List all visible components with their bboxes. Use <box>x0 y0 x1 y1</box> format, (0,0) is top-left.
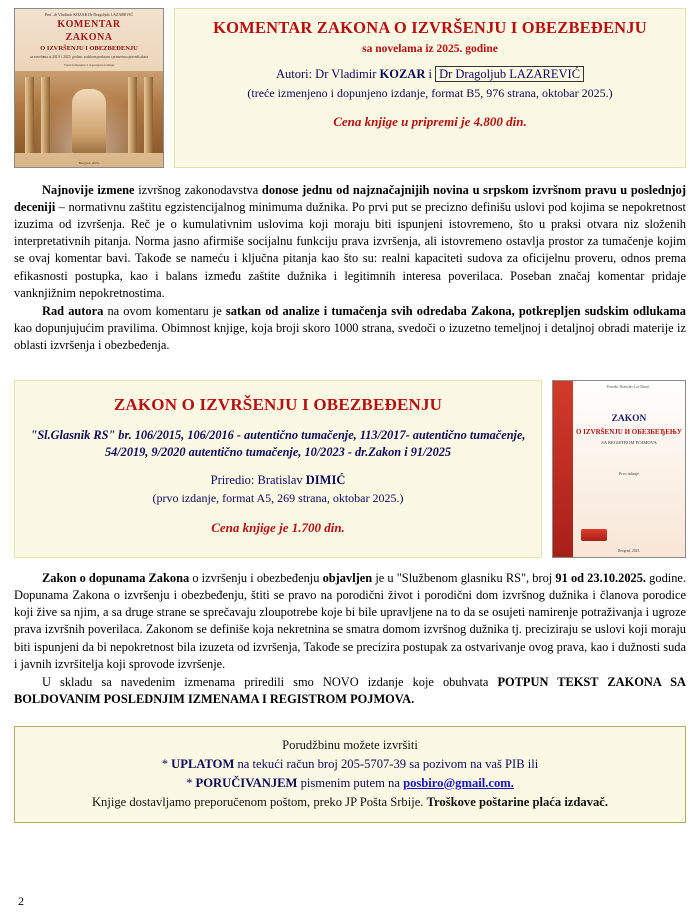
book1-authors-prefix: Autori: Dr Vladimir <box>275 66 380 81</box>
p4-a: U skladu sa navedenim izmenama priredili smo NOVO izdanje koje obuhvata <box>42 674 498 689</box>
order-line-mail <box>25 774 675 793</box>
p3-c: objavljen <box>322 571 373 586</box>
book2-editor-prefix: Priredio: Bratislav <box>210 472 306 487</box>
book2-title: ZAKON O IZVRŠENJU I OBEZBEĐENJU <box>113 395 443 415</box>
book2-edition: (prvo izdanje, format A5, 269 strana, oktobar 2025.) <box>152 490 404 505</box>
paragraph-3 <box>14 570 686 673</box>
book1-price: Cena knjige u pripremi je 4.800 din. <box>333 113 527 129</box>
p2-lead: Rad autora <box>42 303 104 318</box>
book2-description <box>14 570 686 708</box>
justice-statue-icon <box>72 89 106 153</box>
book2-source-highlight: 91/2025 <box>410 445 452 460</box>
book2-cover-title: ZAKON <box>611 413 647 424</box>
book1-cover-image <box>14 8 164 168</box>
paragraph-2 <box>14 303 686 354</box>
p3-f: godine. Dopunama Zakona o izvršenju i obezbeđenju, štiti se pravo na porodični život i porodični dom izvršnog dužnika i članova porodice koji žive sa njim, a sa druge strane se sprečavaju zloupotrebe koje bi bile upravljene na to da se osujeti namirenje potraživanja i ugroze prava izvršnih poverilaca. Zakonom se definiše koja nekretnina se smatra domom izvršnog dužnika tj. preciziraju se uslovi koji moraju biti ispunjeni da bi nepokretnost bila izuzeta od izvršenja, Takođe se precizira postupak za ostvarivanje ovog prava, kao i dužnosti suda i javnih izvršitelja koji sprovode izvršenje. <box>14 571 686 671</box>
book2-cover-spine <box>553 381 573 557</box>
book1-cover-title2: ZAKONA <box>65 31 113 43</box>
book1-cover-footer: Beograd, 2025. <box>78 161 100 165</box>
order-info-box <box>14 726 686 823</box>
p3-e: 91 od 23.10.2025. <box>555 571 647 586</box>
book2-info-panel <box>14 380 542 558</box>
book2-cover-image <box>552 380 686 558</box>
book1-info-panel <box>174 8 686 168</box>
book1-authors-mid: i <box>425 66 436 81</box>
p4-b: POTPUN TEKST ZAKONA SA BOLDOVANIM POSLEDNJIM IZMENAMA I REGISTROM POJMOVA. <box>14 674 686 706</box>
order-shipping-note: Troškove poštarine plaća izdavač. <box>426 794 609 809</box>
p2-d: kao dopunjujućim pravilima. Obimnost knjige, koja broji skoro 1000 strana, svedoči o izuzetno temeljnoj i detaljnoj obradi materije iz oblasti izvršenja i obezbeđenja. <box>14 320 686 352</box>
book2-cover-mid: Prvo izdanje <box>618 470 640 476</box>
p2-c: satkan od analize i tumačenja svih odredaba Zakona, potkrepljen sudskim odlukama <box>225 303 686 318</box>
paragraph-4 <box>14 674 686 708</box>
book2-cover-editor: Priredio: Bratislav Lav Dimić <box>606 385 650 390</box>
book2-source <box>25 427 531 461</box>
book2-promo-block <box>14 380 686 558</box>
order-mail-label: PORUČIVANJEM <box>195 775 298 790</box>
p3-b: o izvršenju i obezbeđenju <box>189 571 323 586</box>
book1-cover-edition: Treće izmenjeno i dopunjeno izdanje <box>63 63 115 68</box>
order-payment-rest: na tekući račun broj 205-5707-39 sa pozivom na vaš PIB ili <box>234 756 539 771</box>
book2-cover-subtitle: O IZVRŠENJU И ОБЕЗБЕЂЕЊУ <box>575 428 683 437</box>
book1-edition: (treće izmenjeno i dopunjeno izdanje, format B5, 976 strana, oktobar 2025.) <box>247 85 613 100</box>
p2-b: na ovom komentaru je <box>103 303 226 318</box>
book1-cover-title: KOMENTAR <box>57 19 121 30</box>
order-star-2: * <box>186 775 196 790</box>
book2-source-text: "Sl.Glasnik RS" br. 106/2015, 106/2016 - autentično tumačenje, 113/2017- autentično tumačenje, 54/2019, 9/2020 autentično tumačenje, 10/2023 - dr.Zakon i <box>30 428 526 460</box>
p3-d: je u "Službenom glasniku RS", broj <box>372 571 556 586</box>
book1-cover-meta: sa novelama iz 2019. i 2025. godine, sudskom praksom i primerima pravnih akata <box>30 54 148 59</box>
book2-cover-sub2: SA REGISTROM POJMOVA <box>601 439 657 445</box>
book1-author-2: Dr Dragoljub LAZAREVIĆ <box>435 66 584 82</box>
p3-lead: Zakon o dopunama Zakona <box>42 571 190 586</box>
book1-cover-authors: Prof. dr Vladimir KOZAR Dr Dragoljub LAZAREVIĆ <box>44 12 134 17</box>
book2-editor <box>25 473 531 488</box>
publisher-logo-icon <box>581 529 607 541</box>
paragraph-1 <box>14 182 686 302</box>
book1-cover-artwork <box>15 71 163 153</box>
order-star-1: * <box>161 756 172 771</box>
book1-description <box>14 182 686 354</box>
order-mail-rest: pismenim putem na <box>297 775 404 790</box>
p1-d: – normativnu zaštitu egzistencijalnog minimuma dužnika. Po prvi put se precizno definišu uslovi pod kojima se nepokretnost izuzima od izvršenja. Reč je o kumulativnim uslovima koji moraju biti ispunjeni istovremeno, što u praksi otvara niz složenih interpretativnih pitanja. Norma jasno afirmiše socijalnu funkciju prava izvršenja, ali istovremeno ostavlja prostor za tumačenje kojim se ovaj komentar bavi. Takođe se nameću i ključna pitanja kao što su: realni kapaciteti sudova za oficijelnu proveru, odnos prema efikasnosti postupka, kao i balans između zaštite dužnika i legitimnih interesa poverilaca. Poseban značaj komentar pridaje vanknjižnim nepokretnostima. <box>14 200 687 300</box>
order-heading: Porudžbinu možete izvršiti <box>282 737 418 752</box>
p1-c: donose jednu od najznačajnijih novina u srpskom izvršnom pravu u poslednjoj deceniji <box>14 183 686 215</box>
book1-cover-subtitle: O IZVRŠENJU I OBEZBEĐENJU <box>40 45 138 52</box>
order-line-delivery <box>25 793 675 812</box>
order-delivery-text: Knjige dostavljamo preporučenom poštom, preko JP Pošta Srbije. <box>91 794 427 809</box>
book1-promo-block <box>14 8 686 168</box>
book2-cover-footer: Beograd, 2025. <box>617 549 641 554</box>
book1-subtitle: sa novelama iz 2025. godine <box>362 42 498 55</box>
order-email-link[interactable]: posbiro@gmail.com. <box>403 775 514 790</box>
book2-price: Cena knjige je 1.700 din. <box>211 519 345 535</box>
book1-title: KOMENTAR ZAKONA O IZVRŠENJU I OBEZBEĐENJU <box>213 18 647 37</box>
book2-editor-name: DIMIĆ <box>305 472 346 487</box>
order-line-payment <box>25 755 675 774</box>
page-number: 2 <box>18 894 24 908</box>
order-payment-label: UPLATOM <box>171 756 235 771</box>
book1-authors <box>183 67 677 82</box>
p1-b: izvršnog zakonodavstva <box>134 183 262 197</box>
p1-lead: Najnovije izmene <box>42 183 135 197</box>
book1-author-1: KOZAR <box>379 66 426 81</box>
